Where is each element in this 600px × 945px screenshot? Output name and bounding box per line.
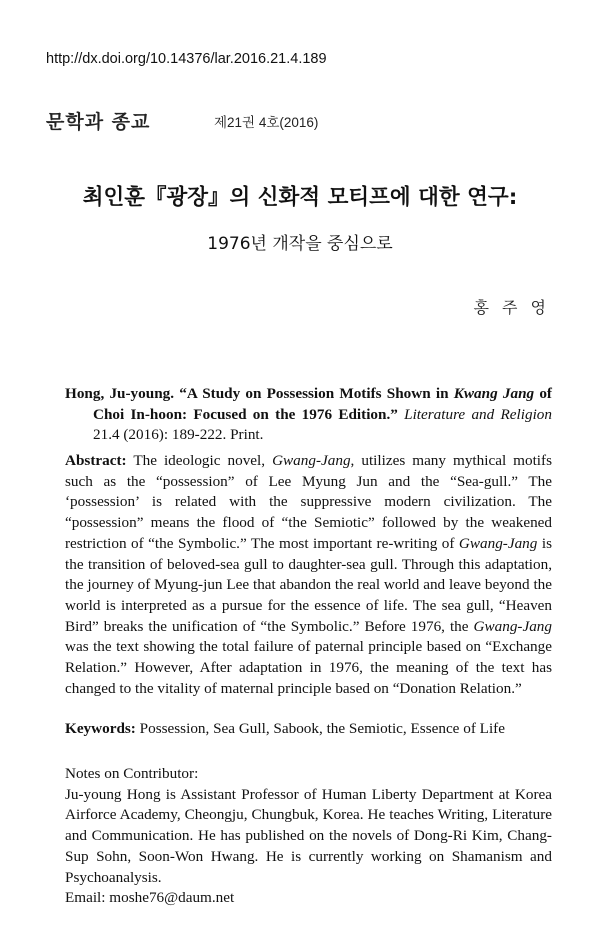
notes-email[interactable]: Email: moshe76@daum.net bbox=[65, 889, 235, 907]
abstract-text-3: is the transition of beloved-sea gull to daughter-sea gull. Through this adaptation, the journey of Myung-jun Lee that abandon the real world and leave beyond the world is interpreted as a pursue for the essence of life. The sea gull, “Heaven Bird” breaks the unification of “the Symbolic.” Before 1976, the bbox=[65, 534, 552, 635]
issue-info: 제21권 4호(2016) bbox=[214, 115, 319, 130]
abstract-text-4: was the text showing the total failure of paternal principle based on “Exchange Relation.” However, After adaptation in 1976, the meaning of the text has changed to the vitality of maternal principle based on “Donation Relation.” bbox=[65, 638, 552, 697]
citation-title-2: of Choi In-hoon: Focused on the 1976 Edition.” bbox=[93, 385, 552, 423]
citation-title-1: “A Study on Possession Motifs Shown in bbox=[179, 385, 454, 402]
notes-heading: Notes on Contributor: bbox=[65, 765, 199, 782]
keywords-text: Possession, Sea Gull, Sabook, the Semiotic, Essence of Life bbox=[135, 720, 505, 737]
citation-title-italic: Kwang Jang bbox=[453, 385, 535, 402]
contributor-notes bbox=[65, 764, 552, 909]
doi-link[interactable]: http://dx.doi.org/10.14376/lar.2016.21.4.189 bbox=[46, 51, 327, 67]
citation-journal: Literature and Religion bbox=[404, 405, 552, 423]
notes-text: Ju-young Hong is Assistant Professor of Human Liberty Department at Korea Airforce Academy, Cheongju, Chungbuk, Korea. He teaches Writing, Literature and Communication. He has published on the novels of Dong-Ri Kim, Chang-Sup Sohn, Soon-Won Hwang. He is currently working on Shamanism and Psychoanalysis. bbox=[65, 785, 552, 886]
abstract-italic-3: Gwang-Jang bbox=[473, 617, 552, 635]
abstract-text-2: , utilizes many mythical motifs such as the “possession” of Lee Myung Jun and the “Sea-gull.” The ‘possession’ is related with the suppressive modern civilization. The “possession” means the flood of “the Semiotic” followed by the weakened restriction of “the Symbolic.” The most important re-writing of bbox=[65, 452, 552, 552]
abstract-label: Abstract: bbox=[65, 452, 127, 469]
abstract-italic-2: Gwang-Jang bbox=[458, 534, 538, 552]
abstract bbox=[65, 451, 552, 699]
abstract-text-1: The ideologic novel, bbox=[126, 452, 273, 469]
abstract-italic-1: Gwang-Jang bbox=[272, 452, 351, 469]
keywords-label: Keywords: bbox=[65, 720, 136, 737]
keywords bbox=[65, 719, 552, 740]
citation-authors: Hong, Ju-young. bbox=[65, 385, 175, 402]
citation bbox=[65, 384, 552, 446]
article-subtitle: 1976년 개작을 중심으로 bbox=[207, 234, 393, 254]
article-title: 최인훈『광장』의 신화적 모티프에 대한 연구: bbox=[82, 185, 518, 210]
journal-logo: 문학과 종교 bbox=[46, 111, 151, 133]
author-name: 홍 주 영 bbox=[473, 298, 550, 317]
citation-details: 21.4 (2016): 189-222. Print. bbox=[93, 426, 264, 444]
